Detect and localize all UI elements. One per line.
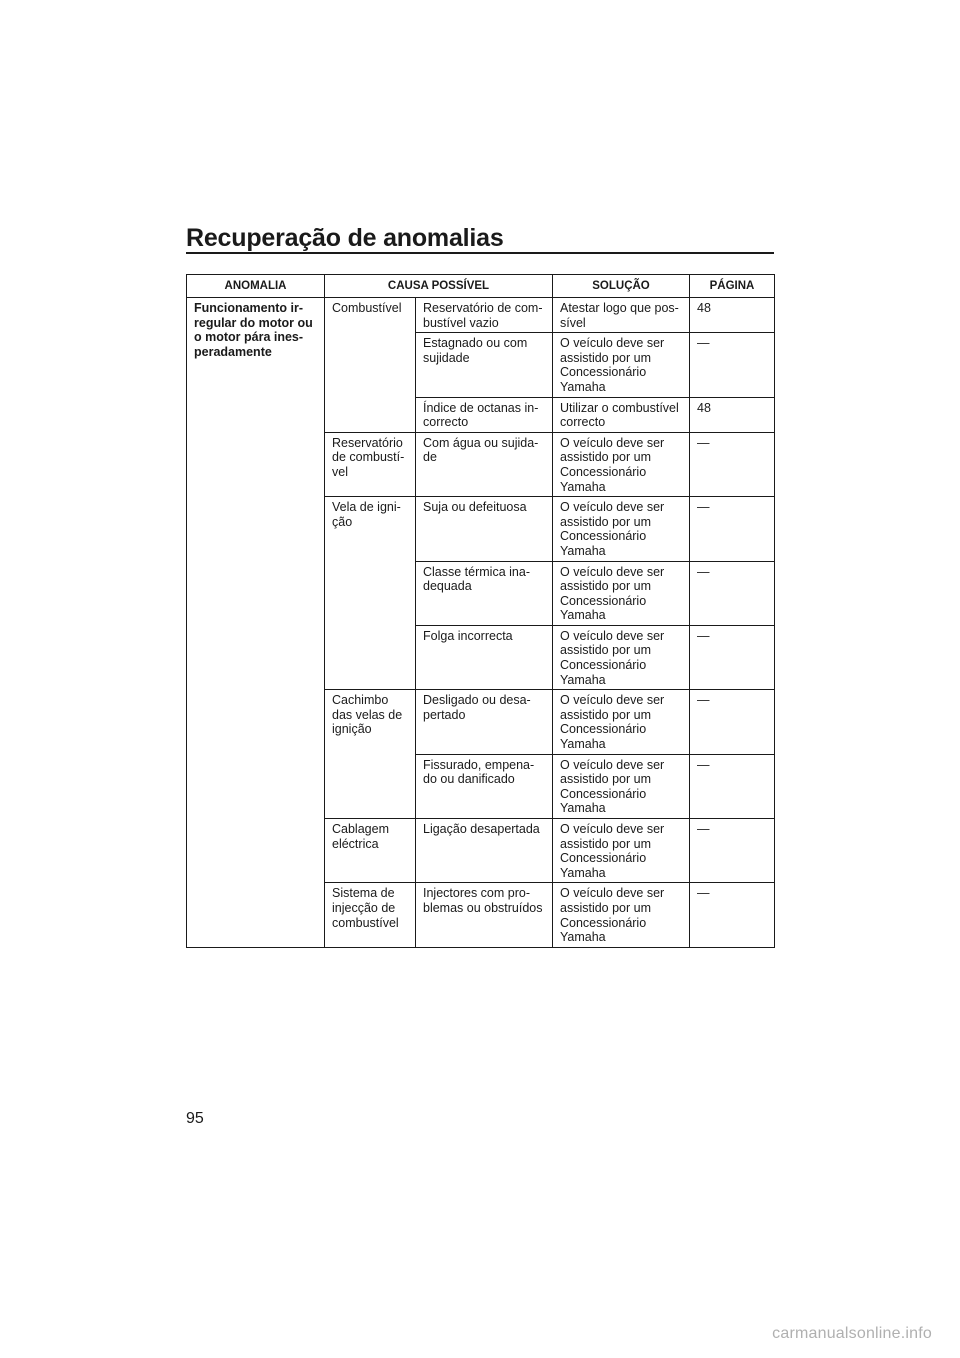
solution-cell: Atestar logo que pos- sível [553, 298, 690, 333]
solution-cell: O veículo deve ser assistido por um Concessionário Yamaha [553, 561, 690, 625]
cause-detail-cell: Injectores com pro- blemas ou obstruídos [416, 883, 553, 947]
page-ref-cell: — [690, 561, 775, 625]
solution-cell: O veículo deve ser assistido por um Concessionário Yamaha [553, 754, 690, 818]
cause-detail-cell: Estagnado ou com sujidade [416, 333, 553, 397]
cause-detail-cell: Classe térmica ina- dequada [416, 561, 553, 625]
page-ref-cell: — [690, 625, 775, 689]
solution-cell: O veículo deve ser assistido por um Concessionário Yamaha [553, 625, 690, 689]
cause-detail-cell: Desligado ou desa- pertado [416, 690, 553, 754]
watermark: carmanualsonline.info [772, 1325, 932, 1342]
header-page: PÁGINA [690, 275, 775, 298]
page-ref-cell: — [690, 754, 775, 818]
page-ref-cell: — [690, 333, 775, 397]
cause-cell: Cablagem eléctrica [325, 819, 416, 883]
solution-cell: O veículo deve ser assistido por um Concessionário Yamaha [553, 819, 690, 883]
cause-detail-cell: Reservatório de com- bustível vazio [416, 298, 553, 333]
cause-cell: Vela de igni- ção [325, 497, 416, 690]
page-title: Recuperação de anomalias [186, 224, 504, 252]
cause-detail-cell: Suja ou defeituosa [416, 497, 553, 561]
solution-cell: Utilizar o combustível correcto [553, 397, 690, 432]
cause-cell: Reservatório de combustí- vel [325, 432, 416, 496]
cause-detail-cell: Índice de octanas in- correcto [416, 397, 553, 432]
page-ref-cell: — [690, 432, 775, 496]
header-cause: CAUSA POSSÍVEL [325, 275, 553, 298]
page-ref-cell: — [690, 819, 775, 883]
cause-detail-cell: Fissurado, empena- do ou danificado [416, 754, 553, 818]
solution-cell: O veículo deve ser assistido por um Concessionário Yamaha [553, 432, 690, 496]
title-rule [186, 252, 774, 254]
anomaly-cell: Funcionamento ir- regular do motor ou o motor pára ines- peradamente [187, 298, 325, 948]
header-anomaly: ANOMALIA [187, 275, 325, 298]
cause-cell: Sistema de injecção de combustível [325, 883, 416, 947]
page-ref-cell: — [690, 497, 775, 561]
cause-detail-cell: Ligação desapertada [416, 819, 553, 883]
solution-cell: O veículo deve ser assistido por um Concessionário Yamaha [553, 690, 690, 754]
solution-cell: O veículo deve ser assistido por um Concessionário Yamaha [553, 333, 690, 397]
table-header-row [187, 275, 775, 298]
page-ref-cell: 48 [690, 397, 775, 432]
cause-detail-cell: Com água ou sujida- de [416, 432, 553, 496]
cause-detail-cell: Folga incorrecta [416, 625, 553, 689]
header-solution: SOLUÇÃO [553, 275, 690, 298]
page-ref-cell: — [690, 883, 775, 947]
troubleshooting-table [186, 274, 775, 948]
page-ref-cell: — [690, 690, 775, 754]
page-number: 95 [186, 1110, 204, 1127]
cause-cell: Combustível [325, 298, 416, 433]
solution-cell: O veículo deve ser assistido por um Concessionário Yamaha [553, 497, 690, 561]
table-body [187, 298, 775, 948]
page-ref-cell: 48 [690, 298, 775, 333]
table-row [187, 298, 775, 333]
solution-cell: O veículo deve ser assistido por um Concessionário Yamaha [553, 883, 690, 947]
cause-cell: Cachimbo das velas de ignição [325, 690, 416, 819]
